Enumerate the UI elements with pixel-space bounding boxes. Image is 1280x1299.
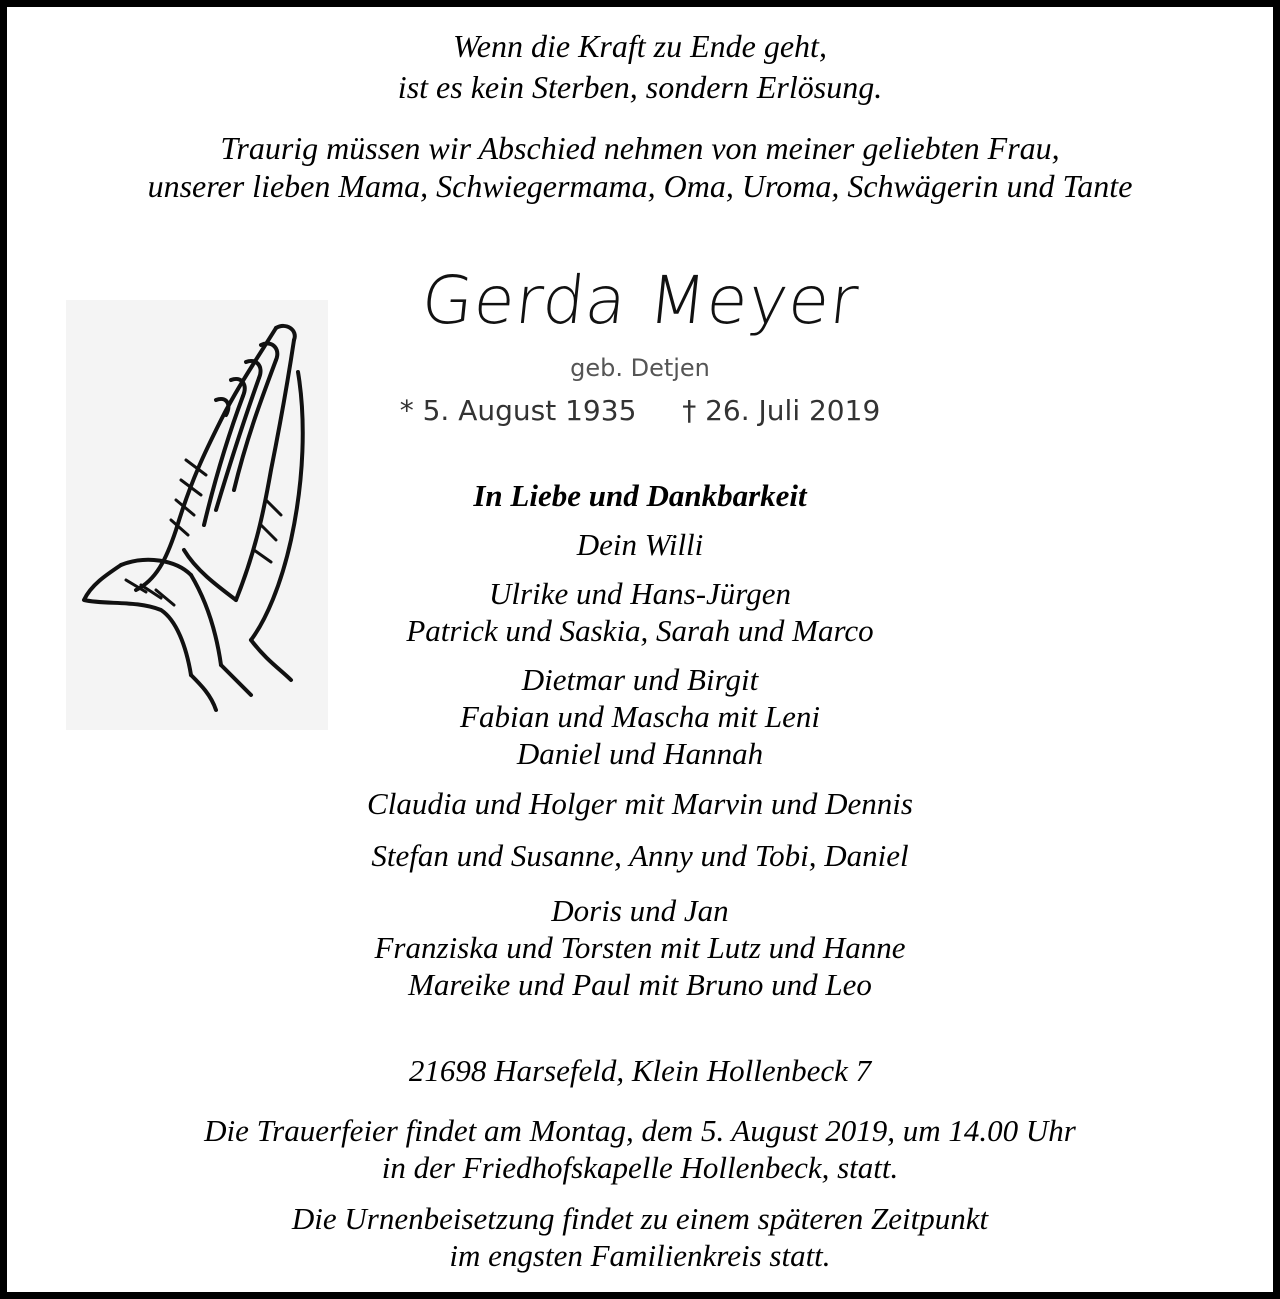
urn-line-1: Die Urnenbeisetzung findet zu einem späteren Zeitpunkt (291, 1201, 989, 1236)
intro-line-2: unserer lieben Mama, Schwiegermama, Oma, Uroma, Schwägerin und Tante (147, 168, 1133, 204)
mourner-line: Dietmar und Birgit (521, 662, 759, 697)
urn-line-2: im engsten Familienkreis statt. (449, 1238, 831, 1273)
mourner-line: Daniel und Hannah (516, 736, 764, 771)
mourner-line: Fabian und Mascha mit Leni (460, 699, 820, 734)
motto-line-2: ist es kein Sterben, sondern Erlösung. (397, 69, 883, 105)
birth-date: * 5. August 1935 (399, 394, 637, 427)
mourner-line: Ulrike und Hans-Jürgen (489, 576, 791, 611)
mourner-line: Mareike und Paul mit Bruno und Leo (408, 967, 872, 1002)
mourners-heading: In Liebe und Dankbarkeit (473, 478, 807, 513)
death-date: † 26. Juli 2019 (682, 394, 881, 427)
motto-line-1: Wenn die Kraft zu Ende geht, (453, 28, 827, 64)
mourner-line: Stefan und Susanne, Anny und Tobi, Daniel (371, 838, 909, 873)
mourner-line: Franziska und Torsten mit Lutz und Hanne (374, 930, 906, 965)
intro-line-1: Traurig müssen wir Abschied nehmen von meiner geliebten Frau, (220, 130, 1060, 166)
funeral-line-2: in der Friedhofskapelle Hollenbeck, statt. (381, 1150, 899, 1185)
birth-name: geb. Detjen (570, 354, 710, 382)
address: 21698 Harsefeld, Klein Hollenbeck 7 (408, 1053, 872, 1088)
funeral-line-1: Die Trauerfeier findet am Montag, dem 5. August 2019, um 14.00 Uhr (204, 1113, 1076, 1148)
deceased-name: Gerda Meyer (417, 262, 863, 339)
mourner-line: Doris und Jan (551, 893, 729, 928)
mourner-line: Patrick und Saskia, Sarah und Marco (406, 613, 874, 648)
mourner-line: Dein Willi (576, 527, 704, 562)
mourner-line: Claudia und Holger mit Marvin und Dennis (367, 786, 913, 821)
